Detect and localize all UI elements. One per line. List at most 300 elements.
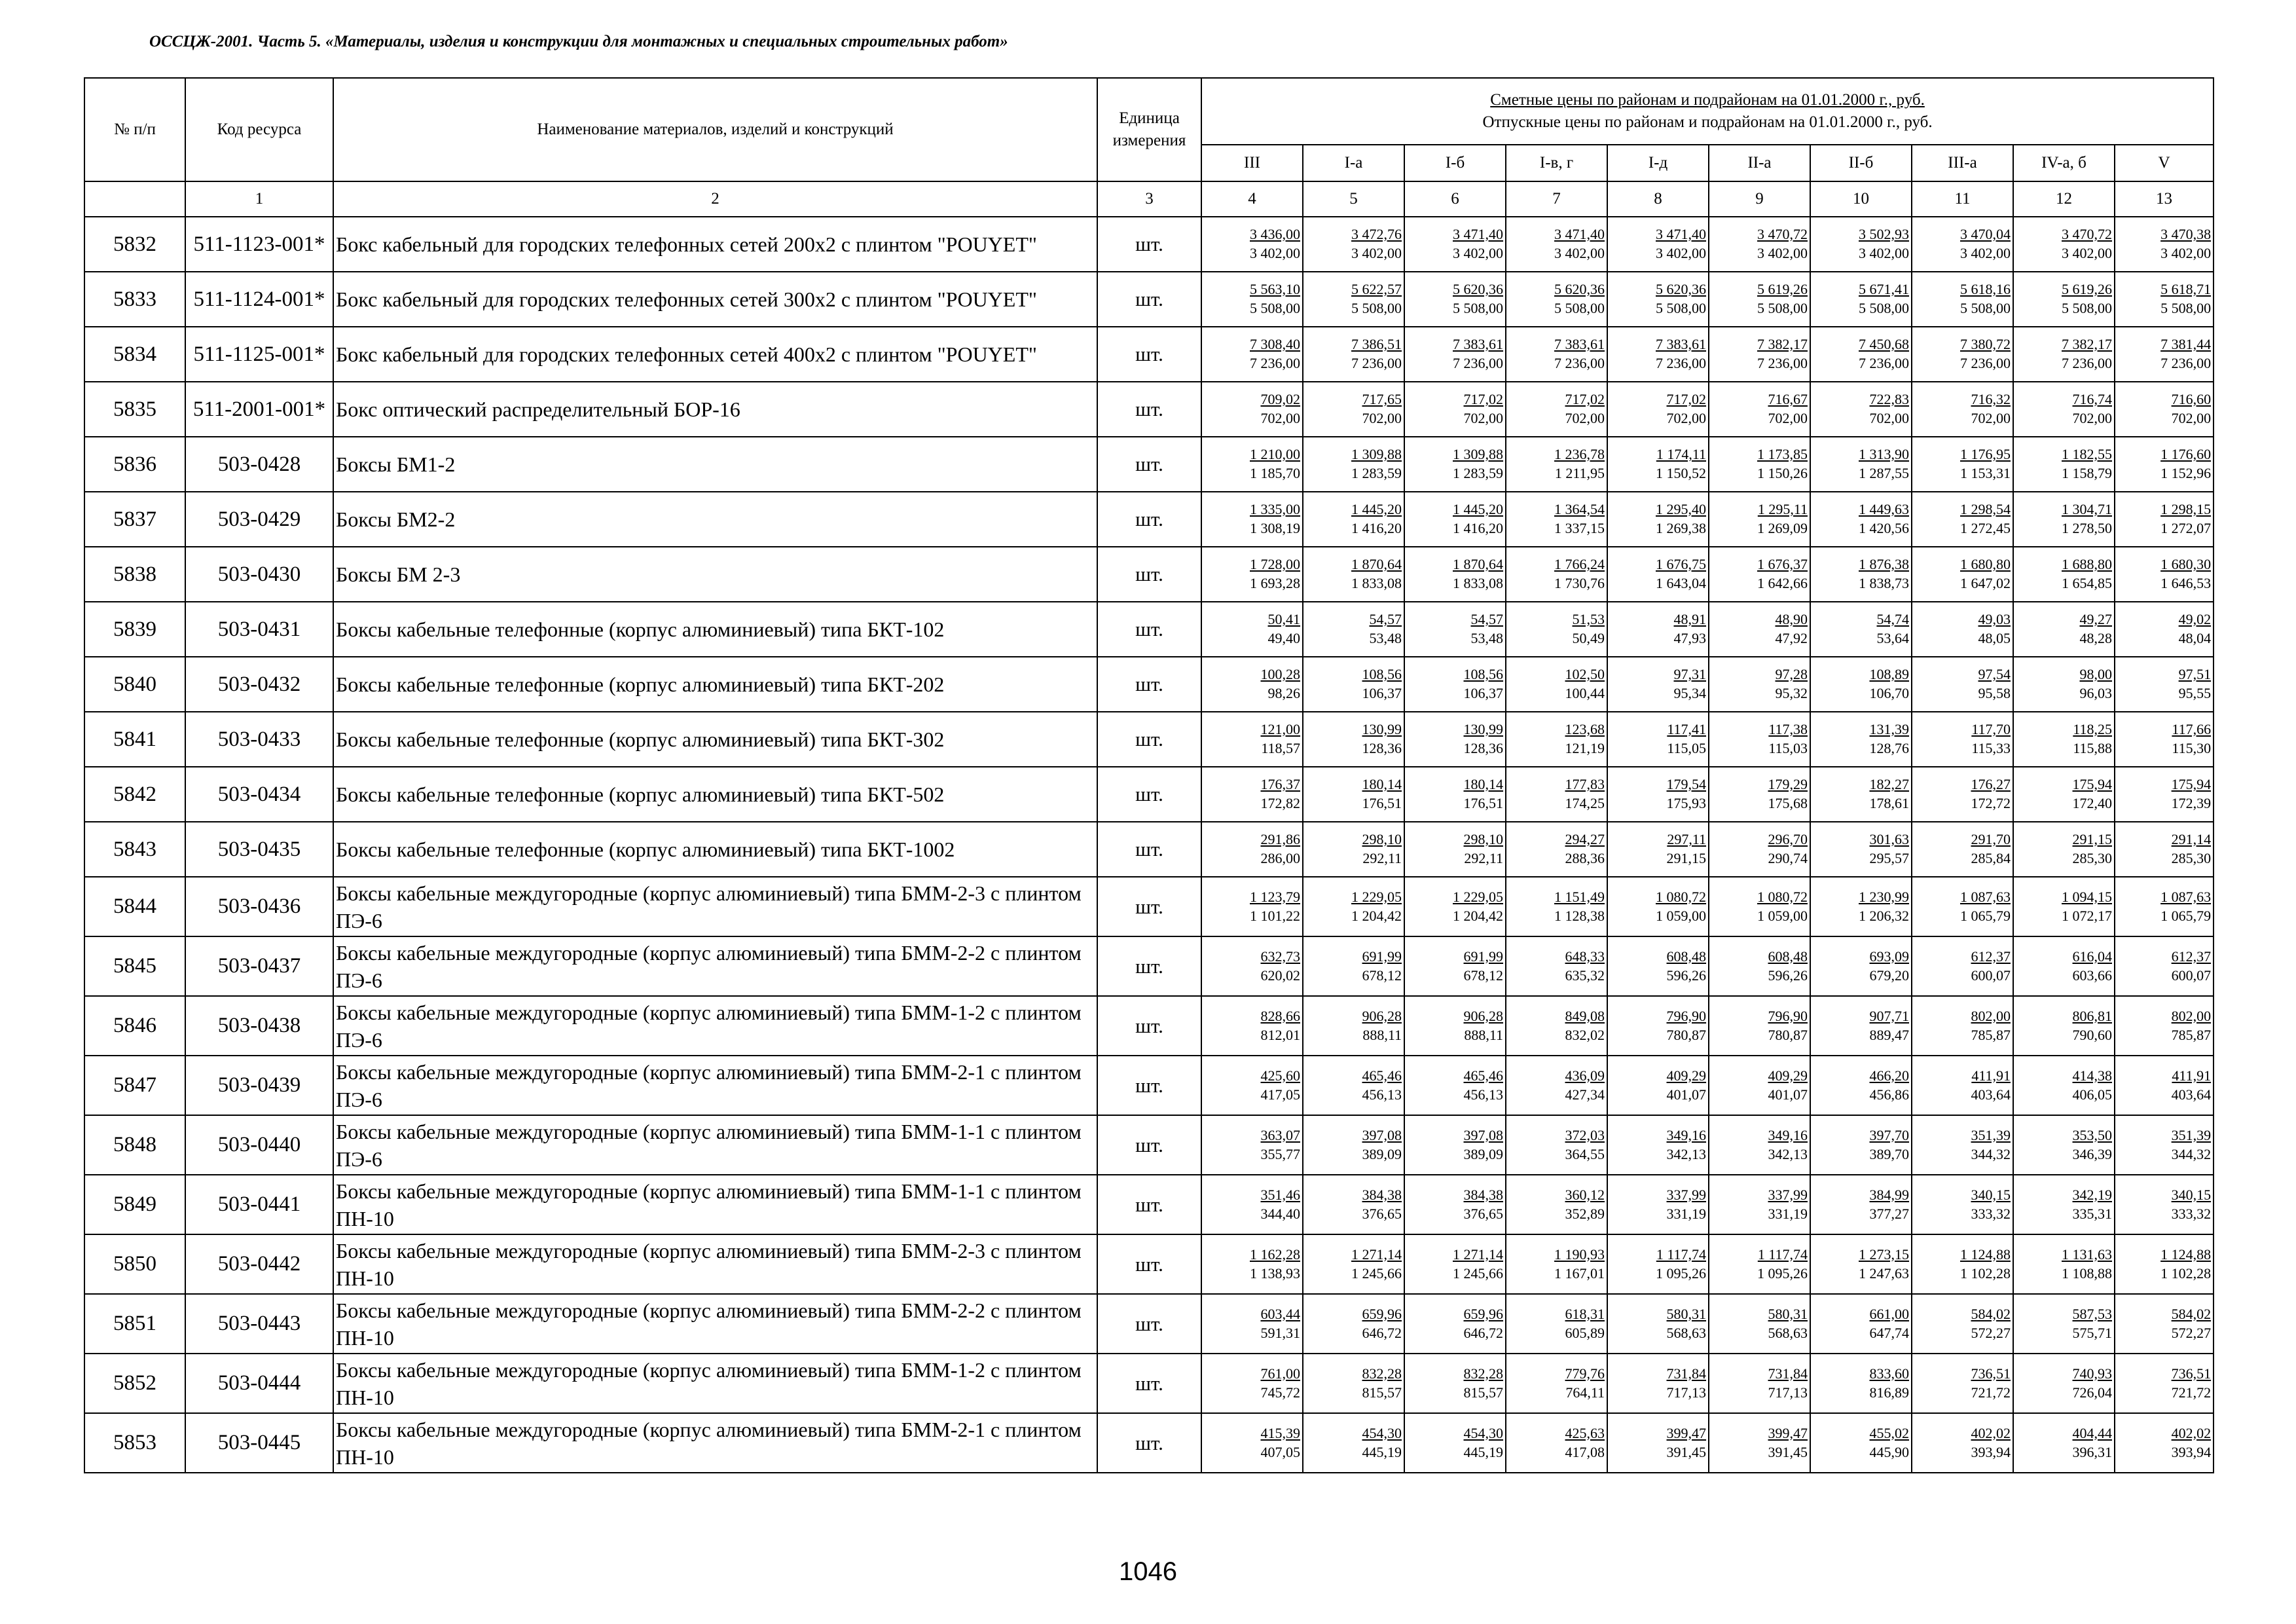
header-code: Код ресурса <box>185 78 333 181</box>
estimate-price: 108,56 <box>1362 666 1402 682</box>
material-name: Боксы кабельные телефонные (корпус алюминиевый) типа БКТ-302 <box>333 712 1097 767</box>
estimate-price: 693,09 <box>1869 948 1909 965</box>
price-cell <box>1607 1354 1709 1413</box>
estimate-price: 131,39 <box>1869 721 1909 737</box>
release-price: 785,87 <box>1971 1026 2011 1043</box>
estimate-price: 411,91 <box>1971 1067 2011 1084</box>
price-cell <box>1810 272 1912 327</box>
estimate-price: 121,00 <box>1260 721 1300 737</box>
material-name: Бокс кабельный для городских телефонных сетей 400х2 с плинтом "POUYET" <box>333 327 1097 382</box>
estimate-price: 3 471,40 <box>1453 226 1503 242</box>
price-cell <box>1303 1175 1404 1234</box>
estimate-price: 54,57 <box>1470 611 1503 627</box>
price-cell <box>1709 492 1810 547</box>
estimate-price: 3 471,40 <box>1554 226 1605 242</box>
release-price: 427,34 <box>1565 1086 1605 1103</box>
header-price-release: Отпускные цены по районам и подрайонам на 01.01.2000 г., руб. <box>1482 113 1933 131</box>
estimate-price: 97,31 <box>1673 666 1706 682</box>
release-price: 702,00 <box>1768 410 1808 426</box>
estimate-price: 832,28 <box>1463 1365 1503 1382</box>
release-price: 7 236,00 <box>1351 355 1402 371</box>
estimate-price: 349,16 <box>1768 1126 1808 1143</box>
price-cell <box>1506 547 1607 602</box>
release-price: 5 508,00 <box>1757 300 1808 316</box>
estimate-price: 3 470,04 <box>1960 226 2011 242</box>
release-price: 1 283,59 <box>1453 465 1503 481</box>
table-row <box>84 767 2214 822</box>
estimate-price: 717,02 <box>1463 391 1503 407</box>
price-cell <box>1810 657 1912 712</box>
release-price: 1 206,32 <box>1859 907 1909 924</box>
column-number: 11 <box>1912 181 2013 217</box>
price-cell <box>1201 936 1303 996</box>
release-price: 572,27 <box>1971 1324 2011 1341</box>
release-price: 1 072,17 <box>2062 907 2112 924</box>
estimate-price: 659,96 <box>1362 1305 1402 1322</box>
release-price: 815,57 <box>1463 1384 1503 1401</box>
price-cell <box>1303 1354 1404 1413</box>
price-cell <box>1607 822 1709 877</box>
release-price: 7 236,00 <box>1554 355 1605 371</box>
estimate-price: 1 728,00 <box>1250 556 1300 572</box>
price-cell <box>2115 272 2214 327</box>
price-cell <box>2013 272 2115 327</box>
row-number: 5847 <box>84 1056 185 1115</box>
column-number: 9 <box>1709 181 1810 217</box>
release-price: 5 508,00 <box>1250 300 1300 316</box>
price-cell <box>1201 327 1303 382</box>
row-number: 5844 <box>84 877 185 936</box>
estimate-price: 298,10 <box>1463 831 1503 847</box>
price-cell <box>1303 657 1404 712</box>
price-cell <box>1201 547 1303 602</box>
release-price: 393,94 <box>2171 1443 2212 1460</box>
price-cell <box>1912 547 2013 602</box>
release-price: 407,05 <box>1260 1443 1300 1460</box>
material-name: Боксы кабельные телефонные (корпус алюминиевый) типа БКТ-102 <box>333 602 1097 657</box>
estimate-price: 1 190,93 <box>1554 1246 1605 1263</box>
price-cell <box>1303 272 1404 327</box>
release-price: 702,00 <box>2072 410 2112 426</box>
estimate-price: 691,99 <box>1463 948 1503 965</box>
price-cell <box>2013 712 2115 767</box>
table-row <box>84 1234 2214 1294</box>
release-price: 568,63 <box>1768 1324 1808 1341</box>
row-number: 5842 <box>84 767 185 822</box>
price-cell <box>2013 1175 2115 1234</box>
material-name: Боксы кабельные междугородные (корпус алюминиевый) типа БММ-2-1 с плинтом ПЭ-6 <box>333 1056 1097 1115</box>
table-row <box>84 1413 2214 1473</box>
material-name: Боксы кабельные телефонные (корпус алюминиевый) типа БКТ-202 <box>333 657 1097 712</box>
price-cell <box>1912 877 2013 936</box>
estimate-price: 291,70 <box>1971 831 2011 847</box>
resource-code: 503-0433 <box>185 712 333 767</box>
release-price: 128,36 <box>1362 740 1402 756</box>
estimate-price: 1 271,14 <box>1453 1246 1503 1263</box>
release-price: 344,32 <box>1971 1145 2011 1162</box>
estimate-price: 659,96 <box>1463 1305 1503 1322</box>
release-price: 175,68 <box>1768 795 1808 811</box>
row-number: 5850 <box>84 1234 185 1294</box>
table-row <box>84 936 2214 996</box>
estimate-price: 1 298,15 <box>2160 501 2212 517</box>
release-price: 816,89 <box>1869 1384 1909 1401</box>
release-price: 5 508,00 <box>1453 300 1503 316</box>
material-name: Боксы кабельные междугородные (корпус алюминиевый) типа БММ-2-2 с плинтом ПН-10 <box>333 1294 1097 1354</box>
estimate-price: 1 271,14 <box>1351 1246 1402 1263</box>
price-cell <box>1404 602 1506 657</box>
release-price: 5 508,00 <box>1351 300 1402 316</box>
estimate-price: 1 445,20 <box>1351 501 1402 517</box>
price-cell <box>1709 1354 1810 1413</box>
row-number: 5834 <box>84 327 185 382</box>
estimate-price: 97,51 <box>2178 666 2212 682</box>
price-cell <box>2115 767 2214 822</box>
estimate-price: 691,99 <box>1362 948 1402 965</box>
estimate-price: 1 309,88 <box>1351 446 1402 462</box>
estimate-price: 436,09 <box>1565 1067 1605 1084</box>
release-price: 832,02 <box>1565 1026 1605 1043</box>
resource-code: 503-0439 <box>185 1056 333 1115</box>
estimate-price: 1 295,11 <box>1757 501 1808 517</box>
estimate-price: 1 131,63 <box>2062 1246 2112 1263</box>
price-cell <box>1912 327 2013 382</box>
release-price: 396,31 <box>2072 1443 2112 1460</box>
table-row <box>84 712 2214 767</box>
price-cell <box>1303 1115 1404 1175</box>
release-price: 1 108,88 <box>2062 1264 2112 1282</box>
release-price: 106,37 <box>1362 685 1402 701</box>
price-cell <box>1709 272 1810 327</box>
estimate-price: 7 380,72 <box>1960 336 2011 352</box>
release-price: 7 236,00 <box>1757 355 1808 371</box>
table-row <box>84 1115 2214 1175</box>
estimate-price: 1 688,80 <box>2062 556 2112 572</box>
release-price: 1 654,85 <box>2062 575 2112 591</box>
release-price: 1 247,63 <box>1859 1264 1909 1282</box>
release-price: 178,61 <box>1869 795 1909 811</box>
estimate-price: 454,30 <box>1362 1424 1402 1441</box>
release-price: 721,72 <box>2171 1384 2212 1401</box>
price-cell <box>1404 657 1506 712</box>
price-cell <box>1709 767 1810 822</box>
price-cell <box>1810 547 1912 602</box>
release-price: 1 269,09 <box>1757 520 1808 536</box>
estimate-price: 100,28 <box>1260 666 1300 682</box>
price-cell <box>1912 1294 2013 1354</box>
estimate-price: 466,20 <box>1869 1067 1909 1084</box>
release-price: 47,93 <box>1673 630 1706 646</box>
price-cell <box>1709 877 1810 936</box>
price-cell <box>1303 217 1404 272</box>
estimate-price: 425,63 <box>1565 1424 1605 1441</box>
resource-code: 503-0429 <box>185 492 333 547</box>
material-name: Боксы кабельные междугородные (корпус алюминиевый) типа БММ-1-1 с плинтом ПН-10 <box>333 1175 1097 1234</box>
release-price: 1 150,52 <box>1656 465 1706 481</box>
release-price: 1 185,70 <box>1250 465 1300 481</box>
estimate-price: 298,10 <box>1362 831 1402 847</box>
price-cell <box>1404 996 1506 1056</box>
resource-code: 503-0432 <box>185 657 333 712</box>
region-header: I-а <box>1303 145 1404 181</box>
unit-of-measure: шт. <box>1097 996 1201 1056</box>
release-price: 1 269,38 <box>1656 520 1706 536</box>
price-cell <box>1810 1115 1912 1175</box>
material-name: Боксы кабельные междугородные (корпус алюминиевый) типа БММ-2-1 с плинтом ПН-10 <box>333 1413 1097 1473</box>
price-cell <box>1810 1234 1912 1294</box>
estimate-price: 5 671,41 <box>1859 281 1909 297</box>
price-cell <box>1201 822 1303 877</box>
release-price: 745,72 <box>1260 1384 1300 1401</box>
price-cell <box>1709 1175 1810 1234</box>
release-price: 95,32 <box>1775 685 1808 701</box>
price-cell <box>1404 217 1506 272</box>
estimate-price: 1 124,88 <box>1960 1246 2011 1263</box>
release-price: 1 095,26 <box>1656 1264 1706 1282</box>
price-cell <box>1912 382 2013 437</box>
estimate-price: 608,48 <box>1768 948 1808 965</box>
price-cell <box>1709 547 1810 602</box>
price-cell <box>2013 657 2115 712</box>
estimate-price: 48,91 <box>1673 611 1706 627</box>
row-number: 5846 <box>84 996 185 1056</box>
table-row <box>84 822 2214 877</box>
price-cell <box>2115 822 2214 877</box>
price-cell <box>1709 437 1810 492</box>
price-cell <box>1810 1175 1912 1234</box>
estimate-price: 618,31 <box>1565 1305 1605 1322</box>
release-price: 48,05 <box>1978 630 2011 646</box>
release-price: 352,89 <box>1565 1205 1605 1222</box>
release-price: 5 508,00 <box>2160 300 2212 316</box>
estimate-price: 98,00 <box>2079 666 2112 682</box>
estimate-price: 291,14 <box>2171 831 2212 847</box>
table-row <box>84 547 2214 602</box>
release-price: 1 204,42 <box>1453 907 1503 924</box>
price-cell <box>1912 712 2013 767</box>
resource-code: 503-0436 <box>185 877 333 936</box>
price-cell <box>1709 1294 1810 1354</box>
column-number: 4 <box>1201 181 1303 217</box>
price-cell <box>1506 437 1607 492</box>
estimate-price: 7 386,51 <box>1351 336 1402 352</box>
price-cell <box>2115 602 2214 657</box>
estimate-price: 415,39 <box>1260 1424 1300 1441</box>
estimate-price: 175,94 <box>2072 776 2112 792</box>
release-price: 575,71 <box>2072 1324 2112 1341</box>
estimate-price: 802,00 <box>2171 1007 2212 1024</box>
material-name: Боксы кабельные междугородные (корпус алюминиевый) типа БММ-2-2 с плинтом ПЭ-6 <box>333 936 1097 996</box>
estimate-price: 291,15 <box>2072 831 2112 847</box>
release-price: 376,65 <box>1463 1205 1503 1222</box>
price-cell <box>1810 217 1912 272</box>
estimate-price: 587,53 <box>2072 1305 2112 1322</box>
price-cell <box>1201 996 1303 1056</box>
estimate-price: 1 236,78 <box>1554 446 1605 462</box>
column-number: 8 <box>1607 181 1709 217</box>
estimate-price: 49,03 <box>1978 611 2011 627</box>
estimate-price: 1 080,72 <box>1757 888 1808 905</box>
estimate-price: 360,12 <box>1565 1186 1605 1203</box>
column-number: 12 <box>2013 181 2115 217</box>
material-name: Бокс оптический распределительный БОР-16 <box>333 382 1097 437</box>
price-cell <box>1709 602 1810 657</box>
material-name: Боксы БМ2-2 <box>333 492 1097 547</box>
table-row <box>84 657 2214 712</box>
estimate-price: 5 618,16 <box>1960 281 2011 297</box>
estimate-price: 7 383,61 <box>1656 336 1706 352</box>
estimate-price: 7 450,68 <box>1859 336 1909 352</box>
estimate-price: 297,11 <box>1667 831 1706 847</box>
release-price: 3 402,00 <box>1960 245 2011 261</box>
estimate-price: 1 117,74 <box>1757 1246 1808 1263</box>
release-price: 95,34 <box>1673 685 1706 701</box>
table-row <box>84 437 2214 492</box>
price-cell <box>2013 327 2115 382</box>
price-cell <box>1607 382 1709 437</box>
resource-code: 503-0430 <box>185 547 333 602</box>
release-price: 331,19 <box>1666 1205 1706 1222</box>
release-price: 1 128,38 <box>1554 907 1605 924</box>
price-cell <box>2115 1413 2214 1473</box>
estimate-price: 661,00 <box>1869 1305 1909 1322</box>
price-cell <box>1607 1115 1709 1175</box>
price-cell <box>1303 382 1404 437</box>
estimate-price: 54,57 <box>1369 611 1402 627</box>
price-cell <box>2115 1175 2214 1234</box>
price-cell <box>1912 1354 2013 1413</box>
price-cell <box>1810 936 1912 996</box>
material-name: Боксы БМ1-2 <box>333 437 1097 492</box>
release-price: 1 065,79 <box>1960 907 2011 924</box>
estimate-price: 1 870,64 <box>1351 556 1402 572</box>
estimate-price: 1 124,88 <box>2160 1246 2212 1263</box>
row-number: 5833 <box>84 272 185 327</box>
release-price: 1 152,96 <box>2160 465 2212 481</box>
price-cell <box>1303 602 1404 657</box>
release-price: 646,72 <box>1362 1324 1402 1341</box>
price-cell <box>1404 272 1506 327</box>
price-cell <box>1506 767 1607 822</box>
estimate-price: 337,99 <box>1768 1186 1808 1203</box>
release-price: 445,19 <box>1463 1443 1503 1460</box>
release-price: 3 402,00 <box>1656 245 1706 261</box>
release-price: 344,40 <box>1260 1205 1300 1222</box>
release-price: 702,00 <box>1463 410 1503 426</box>
release-price: 635,32 <box>1565 967 1605 984</box>
release-price: 48,04 <box>2178 630 2212 646</box>
estimate-price: 648,33 <box>1565 948 1605 965</box>
estimate-price: 1 876,38 <box>1859 556 1909 572</box>
unit-of-measure: шт. <box>1097 1413 1201 1473</box>
price-cell <box>1709 657 1810 712</box>
price-cell <box>1404 1413 1506 1473</box>
estimate-price: 7 308,40 <box>1250 336 1300 352</box>
estimate-price: 384,99 <box>1869 1186 1909 1203</box>
table-row <box>84 327 2214 382</box>
row-number: 5853 <box>84 1413 185 1473</box>
estimate-price: 779,76 <box>1565 1365 1605 1382</box>
release-price: 1 095,26 <box>1757 1264 1808 1282</box>
estimate-price: 454,30 <box>1463 1424 1503 1441</box>
column-number-row <box>84 181 2214 217</box>
column-number: 13 <box>2115 181 2214 217</box>
estimate-price: 351,39 <box>2171 1126 2212 1143</box>
estimate-price: 833,60 <box>1869 1365 1909 1382</box>
estimate-price: 717,02 <box>1565 391 1605 407</box>
price-cell <box>1303 936 1404 996</box>
release-price: 1 211,95 <box>1554 465 1605 481</box>
release-price: 1 272,45 <box>1960 520 2011 536</box>
unit-of-measure: шт. <box>1097 217 1201 272</box>
price-cell <box>2115 712 2214 767</box>
resource-code: 503-0434 <box>185 767 333 822</box>
estimate-price: 1 273,15 <box>1859 1246 1909 1263</box>
price-cell <box>1404 712 1506 767</box>
release-price: 764,11 <box>1565 1384 1605 1401</box>
price-cell <box>1709 327 1810 382</box>
price-cell <box>1506 1056 1607 1115</box>
estimate-price: 796,90 <box>1666 1007 1706 1024</box>
price-cell <box>2115 1294 2214 1354</box>
release-price: 3 402,00 <box>1453 245 1503 261</box>
estimate-price: 397,08 <box>1463 1126 1503 1143</box>
estimate-price: 5 618,71 <box>2160 281 2212 297</box>
price-cell <box>1506 936 1607 996</box>
estimate-price: 1 173,85 <box>1757 446 1808 462</box>
release-price: 1 337,15 <box>1554 520 1605 536</box>
row-number: 5851 <box>84 1294 185 1354</box>
resource-code: 503-0428 <box>185 437 333 492</box>
release-price: 403,64 <box>2171 1086 2212 1103</box>
resource-code: 503-0442 <box>185 1234 333 1294</box>
release-price: 175,93 <box>1666 795 1706 811</box>
release-price: 7 236,00 <box>1859 355 1909 371</box>
release-price: 172,39 <box>2171 795 2212 811</box>
release-price: 3 402,00 <box>1859 245 1909 261</box>
estimate-price: 1 174,11 <box>1656 446 1706 462</box>
release-price: 391,45 <box>1768 1443 1808 1460</box>
estimate-price: 48,90 <box>1775 611 1808 627</box>
estimate-price: 3 470,38 <box>2160 226 2212 242</box>
price-cell <box>1506 877 1607 936</box>
price-cell <box>2013 492 2115 547</box>
estimate-price: 97,54 <box>1978 666 2011 682</box>
price-cell <box>1912 1234 2013 1294</box>
release-price: 417,05 <box>1260 1086 1300 1103</box>
release-price: 118,57 <box>1261 740 1300 756</box>
estimate-price: 709,02 <box>1260 391 1300 407</box>
release-price: 3 402,00 <box>1757 245 1808 261</box>
estimate-price: 616,04 <box>2072 948 2112 965</box>
release-price: 364,55 <box>1565 1145 1605 1162</box>
release-price: 591,31 <box>1260 1324 1300 1341</box>
estimate-price: 117,70 <box>1971 721 2011 737</box>
estimate-price: 3 470,72 <box>1757 226 1808 242</box>
price-cell <box>1201 382 1303 437</box>
release-price: 128,36 <box>1463 740 1503 756</box>
price-cell <box>1201 602 1303 657</box>
release-price: 333,32 <box>2171 1205 2212 1222</box>
price-cell <box>2013 1056 2115 1115</box>
release-price: 115,88 <box>2073 740 2112 756</box>
table-row <box>84 217 2214 272</box>
release-price: 7 236,00 <box>1656 355 1706 371</box>
price-cell <box>2013 1354 2115 1413</box>
release-price: 605,89 <box>1565 1324 1605 1341</box>
resource-code: 511-1124-001* <box>185 272 333 327</box>
estimate-price: 828,66 <box>1260 1007 1300 1024</box>
